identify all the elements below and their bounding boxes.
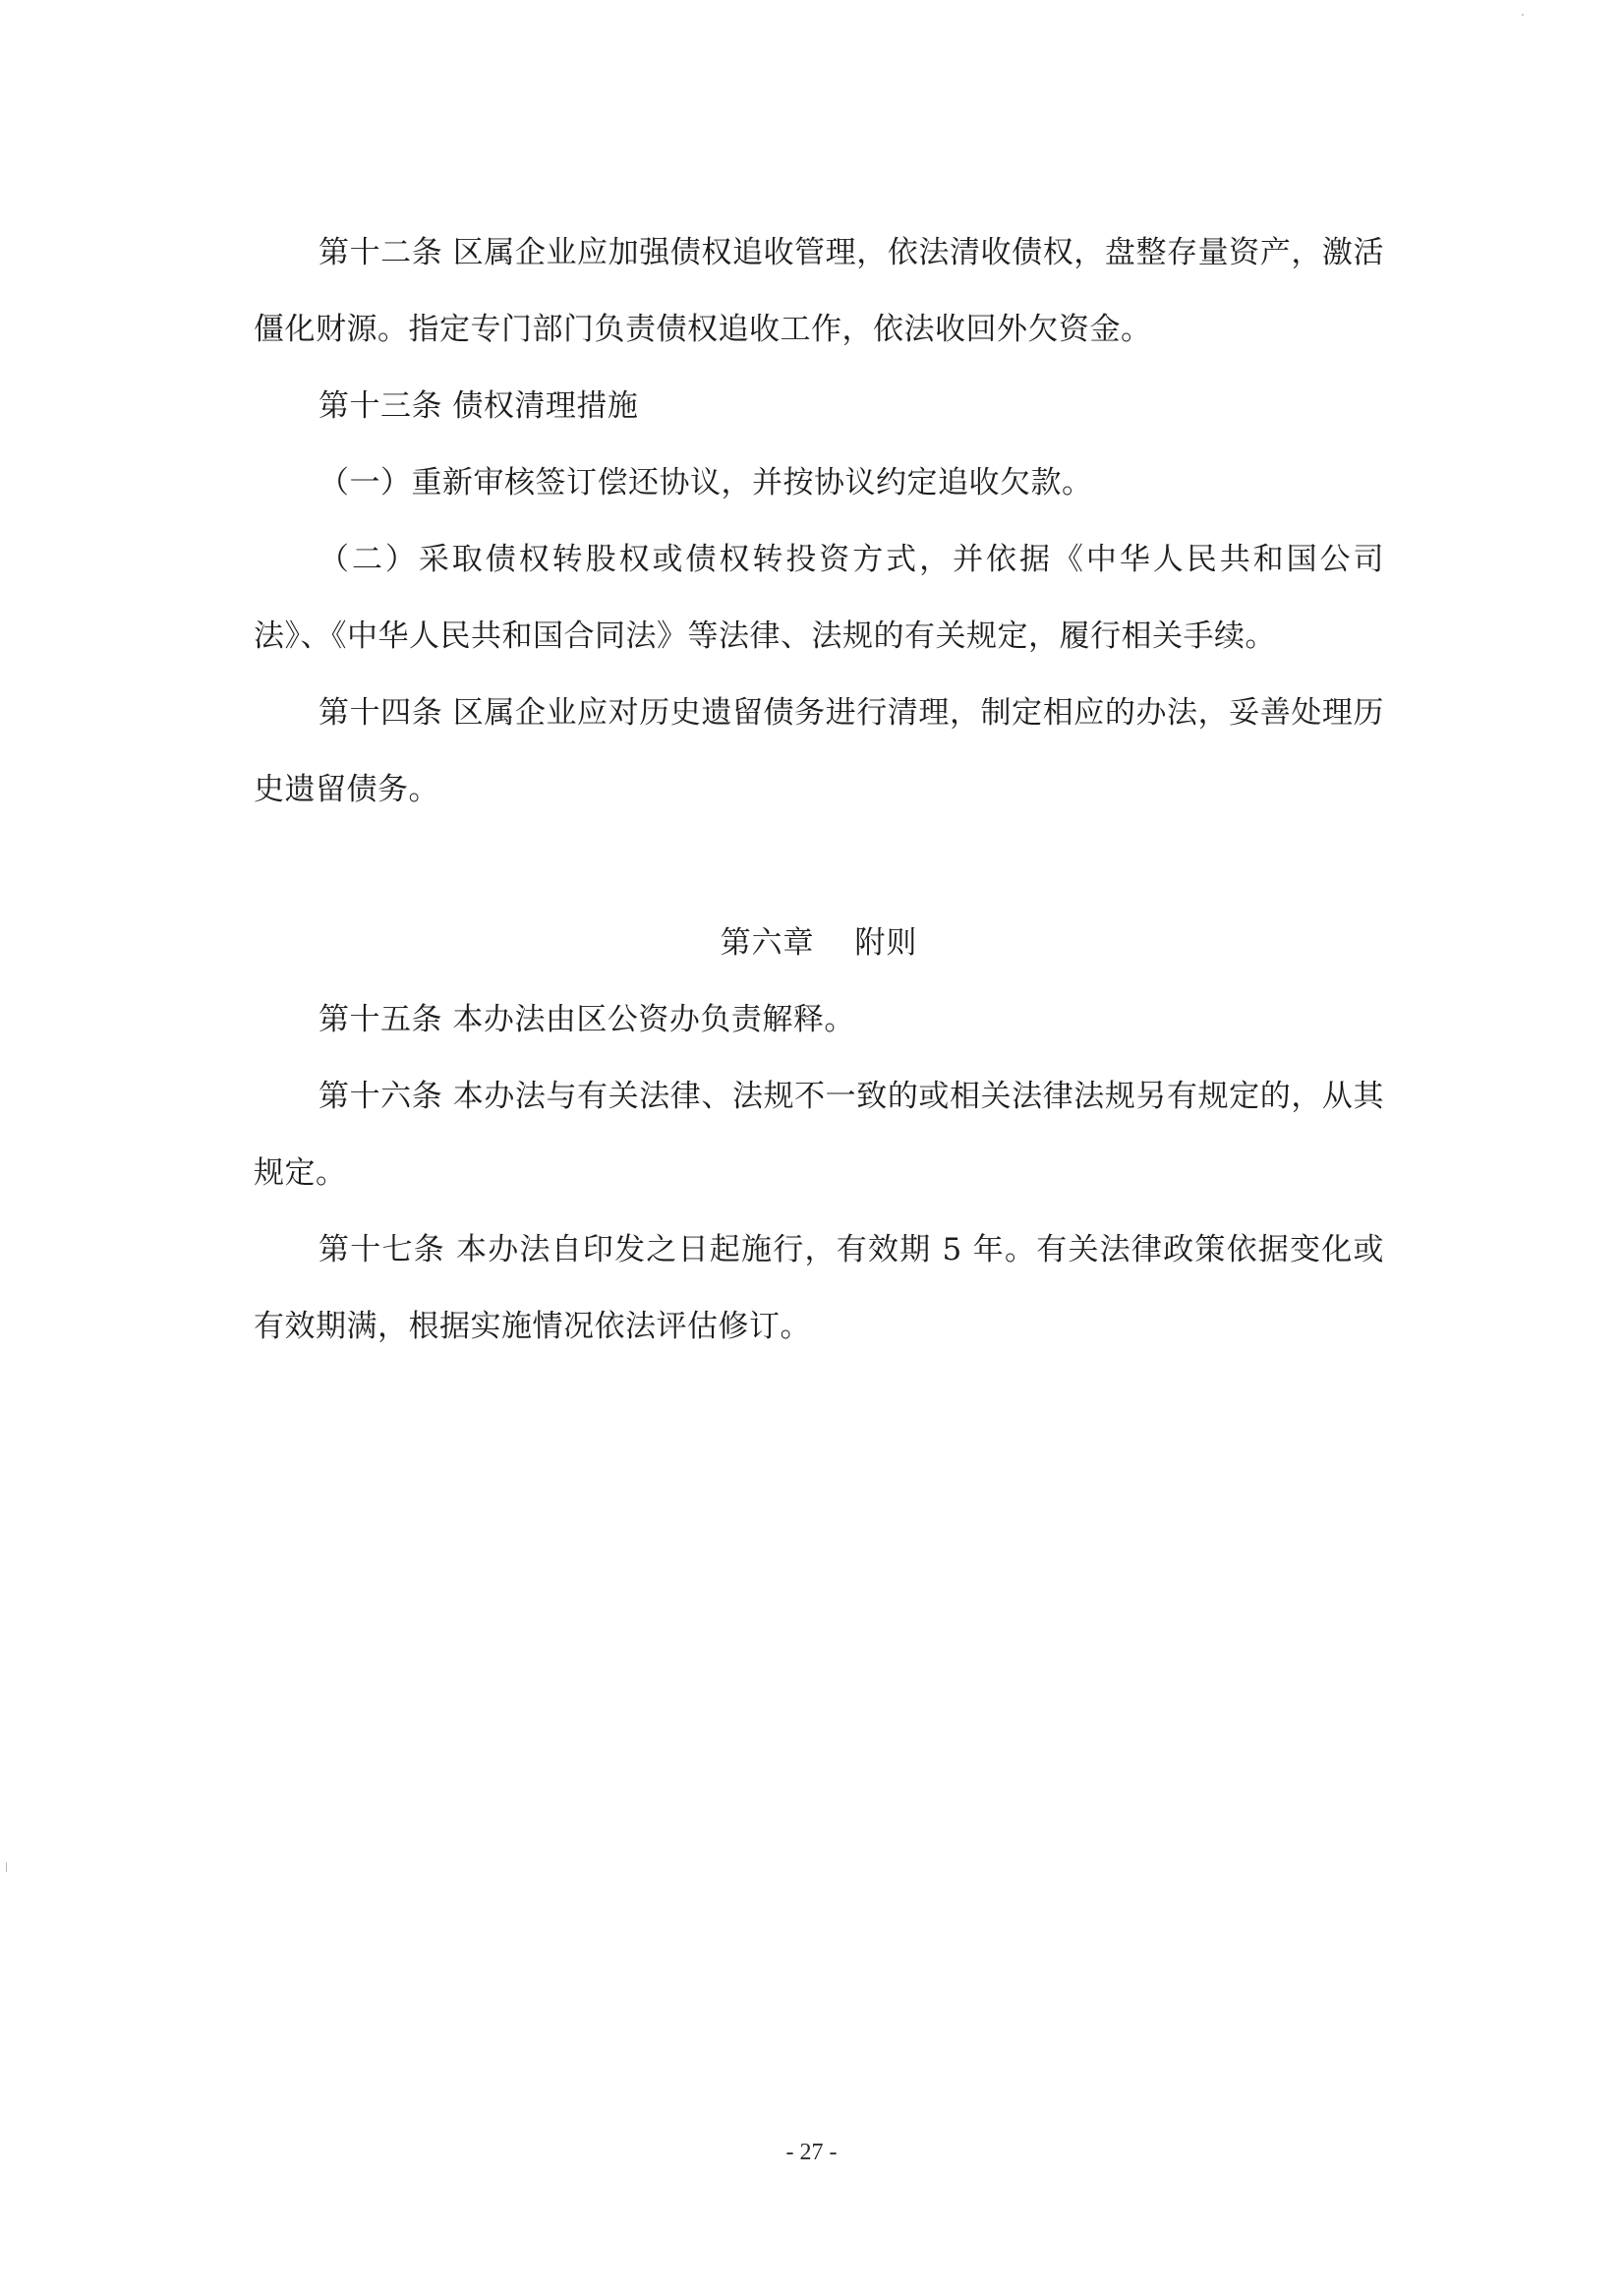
article-14: 第十四条 区属企业应对历史遗留债务进行清理，制定相应的办法，妥善处理历史遗留债务。 bbox=[254, 695, 1384, 807]
article-15: 第十五条 本办法由区公资办负责解释。 bbox=[319, 1002, 855, 1037]
article-13-item-2: （二）采取债权转股权或债权转投资方式，并依据《中华人民共和国公司法》、《中华人民共和国合同法》等法律、法规的有关规定，履行相关手续。 bbox=[254, 542, 1384, 654]
document-body bbox=[254, 214, 1384, 1365]
page-number: - 27 - bbox=[785, 2140, 838, 2165]
chapter-heading: 第六章 附则 bbox=[720, 925, 918, 961]
article-12: 第十二条 区属企业应加强债权追收管理，依法清收债权，盘整存量资产，激活僵化财源。指定专门部门负责债权追收工作，依法收回外欠资金。 bbox=[254, 235, 1384, 347]
scan-speck bbox=[6, 1862, 7, 1872]
article-13-item-1: （一）重新审核签订偿还协议，并按协议约定追收欠款。 bbox=[319, 465, 1093, 500]
article-13: 第十三条 债权清理措施 bbox=[319, 388, 639, 424]
article-16: 第十六条 本办法与有关法律、法规不一致的或相关法律法规另有规定的，从其规定。 bbox=[254, 1079, 1384, 1191]
article-17: 第十七条 本办法自印发之日起施行，有效期 5 年。有关法律政策依据变化或有效期满，根据实施情况依法评估修订。 bbox=[254, 1232, 1384, 1344]
scan-speck bbox=[1522, 14, 1524, 16]
